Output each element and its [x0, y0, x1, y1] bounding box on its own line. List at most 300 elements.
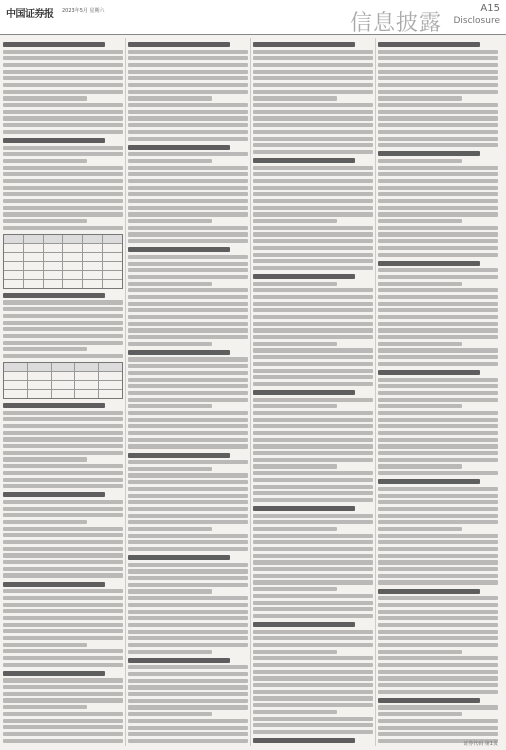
body-text-line: [378, 130, 498, 134]
table-row: [4, 372, 122, 381]
table-cell: [103, 235, 122, 243]
body-text-line: [128, 411, 248, 415]
body-text-line: [253, 451, 373, 455]
body-text-line: [253, 514, 373, 518]
body-text-line: [378, 179, 498, 183]
body-text-line: [378, 328, 498, 332]
body-text-line: [378, 431, 498, 435]
table-cell: [24, 262, 44, 270]
section-heading-line: [128, 42, 230, 47]
body-text-line: [3, 90, 123, 94]
body-text-line: [128, 603, 248, 607]
body-text-line: [3, 663, 123, 667]
body-text-line: [378, 239, 498, 243]
body-text-line: [253, 342, 337, 346]
body-text-line: [253, 382, 373, 386]
body-text-line: [253, 179, 373, 183]
body-text-line: [128, 275, 248, 279]
body-text-line: [3, 411, 123, 415]
body-text-line: [253, 567, 373, 571]
body-text-line: [128, 322, 248, 326]
article-column-4: [378, 38, 498, 746]
body-text-line: [128, 116, 248, 120]
article-column-1: [3, 38, 123, 746]
body-text-line: [128, 364, 248, 368]
body-text-line: [128, 726, 248, 730]
body-text-line: [378, 527, 462, 531]
table-cell: [99, 363, 122, 371]
table-row: [4, 363, 122, 372]
body-text-line: [378, 226, 498, 230]
body-text-line: [128, 712, 212, 716]
body-text-line: [3, 573, 123, 577]
section-heading-line: [128, 145, 230, 150]
body-text-line: [3, 527, 123, 531]
body-text-line: [378, 186, 498, 190]
body-text-line: [128, 308, 248, 312]
body-text-line: [378, 534, 498, 538]
data-table: [3, 362, 123, 399]
body-text-line: [128, 739, 248, 743]
body-text-line: [253, 253, 373, 257]
body-text-line: [378, 159, 462, 163]
body-text-line: [3, 589, 123, 593]
body-text-line: [3, 327, 123, 331]
body-text-line: [253, 70, 373, 74]
body-text-line: [253, 527, 337, 531]
body-text-line: [253, 63, 373, 67]
body-text-line: [128, 262, 248, 266]
body-text-line: [253, 123, 373, 127]
body-text-line: [378, 246, 498, 250]
body-text-line: [378, 663, 498, 667]
body-text-line: [378, 630, 498, 634]
body-text-line: [378, 206, 498, 210]
table-cell: [4, 381, 28, 389]
body-text-line: [3, 533, 123, 537]
body-text-line: [378, 342, 462, 346]
body-text-line: [253, 199, 373, 203]
body-text-line: [253, 103, 373, 107]
section-heading-line: [378, 261, 480, 266]
body-text-line: [3, 739, 123, 743]
body-text-line: [378, 166, 498, 170]
section-heading-line: [378, 698, 480, 703]
body-text-line: [128, 63, 248, 67]
body-text-line: [128, 357, 248, 361]
body-text-line: [253, 315, 373, 319]
body-text-line: [128, 679, 248, 683]
body-text-line: [378, 610, 498, 614]
section-heading-line: [3, 582, 105, 587]
body-text-line: [253, 498, 373, 502]
body-text-line: [378, 616, 498, 620]
table-cell: [28, 372, 52, 380]
body-text-line: [253, 192, 373, 196]
body-text-line: [128, 583, 248, 587]
table-cell: [24, 253, 44, 261]
body-text-line: [378, 726, 498, 730]
body-text-line: [253, 478, 373, 482]
body-text-line: [3, 507, 123, 511]
table-cell: [24, 280, 44, 288]
body-text-line: [128, 159, 212, 163]
body-text-line: [3, 206, 123, 210]
body-text-line: [3, 712, 123, 716]
data-table: [3, 234, 123, 289]
section-heading-line: [378, 370, 480, 375]
body-text-line: [253, 90, 373, 94]
body-text-line: [378, 378, 498, 382]
body-text-line: [378, 76, 498, 80]
body-text-line: [253, 534, 373, 538]
body-text-line: [3, 478, 123, 482]
body-text-line: [128, 83, 248, 87]
body-text-line: [378, 56, 498, 60]
body-text-line: [253, 83, 373, 87]
body-text-line: [3, 417, 123, 421]
body-text-line: [253, 607, 373, 611]
body-text-line: [253, 50, 373, 54]
body-text-line: [128, 494, 248, 498]
body-text-line: [253, 650, 337, 654]
body-text-line: [3, 719, 123, 723]
body-text-line: [253, 471, 373, 475]
body-text-line: [3, 685, 123, 689]
table-cell: [4, 271, 24, 279]
body-text-line: [128, 239, 248, 243]
body-text-line: [253, 239, 373, 243]
body-text-line: [128, 166, 248, 170]
body-text-line: [128, 589, 212, 593]
body-text-line: [378, 418, 498, 422]
body-text-line: [128, 480, 248, 484]
table-cell: [24, 244, 44, 252]
body-text-line: [3, 110, 123, 114]
body-text-line: [3, 334, 123, 338]
body-text-line: [128, 732, 248, 736]
body-text-line: [253, 587, 337, 591]
body-text-line: [3, 307, 123, 311]
body-text-line: [128, 50, 248, 54]
table-cell: [83, 235, 103, 243]
body-text-line: [253, 282, 337, 286]
body-text-line: [128, 212, 248, 216]
body-text-line: [253, 485, 373, 489]
body-text-line: [378, 116, 498, 120]
body-text-line: [378, 322, 498, 326]
body-text-line: [378, 705, 498, 709]
body-text-line: [253, 670, 373, 674]
body-text-line: [128, 424, 248, 428]
body-text-line: [3, 83, 123, 87]
table-row: [4, 235, 122, 244]
body-text-line: [128, 672, 248, 676]
table-cell: [4, 372, 28, 380]
body-text-line: [378, 212, 498, 216]
body-text-line: [3, 649, 123, 653]
body-text-line: [128, 473, 248, 477]
table-row: [4, 271, 122, 280]
section-heading-line: [253, 274, 355, 279]
table-cell: [52, 390, 76, 398]
body-text-line: [253, 328, 373, 332]
body-text-line: [378, 362, 498, 366]
table-cell: [44, 262, 64, 270]
body-text-line: [253, 458, 373, 462]
section-heading-line: [253, 42, 355, 47]
body-text-line: [378, 458, 498, 462]
table-cell: [52, 381, 76, 389]
body-text-line: [128, 186, 248, 190]
table-cell: [83, 271, 103, 279]
body-text-line: [3, 464, 123, 468]
body-text-line: [128, 342, 212, 346]
body-text-line: [378, 288, 498, 292]
body-text-line: [253, 166, 373, 170]
body-text-line: [253, 594, 373, 598]
column-divider: [250, 38, 251, 746]
body-text-line: [378, 83, 498, 87]
body-text-line: [128, 630, 248, 634]
table-cell: [44, 271, 64, 279]
body-text-line: [253, 186, 373, 190]
body-text-line: [378, 355, 498, 359]
section-title: 信息披露: [349, 11, 442, 36]
body-text-line: [253, 355, 373, 359]
body-text-line: [128, 623, 248, 627]
body-text-line: [128, 371, 248, 375]
body-text-line: [253, 723, 373, 727]
body-text-line: [128, 96, 212, 100]
table-cell: [28, 363, 52, 371]
table-cell: [75, 381, 99, 389]
body-text-line: [378, 547, 498, 551]
table-cell: [75, 390, 99, 398]
body-text-line: [3, 63, 123, 67]
table-cell: [28, 381, 52, 389]
body-text-line: [253, 547, 373, 551]
footer-note: 证券代码 第1页: [463, 741, 498, 747]
body-text-line: [128, 616, 248, 620]
body-text-line: [128, 685, 248, 689]
section-heading-line: [378, 589, 480, 594]
section-heading-line: [128, 658, 230, 663]
section-heading-line: [128, 247, 230, 252]
body-text-line: [3, 76, 123, 80]
body-text-line: [378, 335, 498, 339]
section-heading-line: [378, 479, 480, 484]
body-text-line: [378, 580, 498, 584]
body-text-line: [253, 411, 373, 415]
body-text-line: [253, 369, 373, 373]
body-text-line: [378, 219, 462, 223]
body-text-line: [378, 398, 498, 402]
body-text-line: [128, 70, 248, 74]
body-text-line: [378, 424, 498, 428]
table-cell: [4, 390, 28, 398]
section-heading-line: [3, 671, 105, 676]
body-text-line: [378, 404, 462, 408]
body-text-line: [128, 719, 248, 723]
body-text-line: [128, 398, 248, 402]
body-text-line: [3, 451, 123, 455]
body-text-line: [378, 143, 498, 147]
body-text-line: [253, 335, 373, 339]
body-text-line: [3, 609, 123, 613]
table-cell: [99, 381, 122, 389]
body-text-line: [253, 398, 373, 402]
body-text-line: [3, 732, 123, 736]
body-text-line: [378, 172, 498, 176]
body-text-line: [253, 643, 373, 647]
body-text-line: [128, 563, 248, 567]
table-cell: [83, 262, 103, 270]
body-text-line: [3, 725, 123, 729]
body-text-line: [128, 665, 248, 669]
body-text-line: [378, 232, 498, 236]
body-text-line: [253, 703, 373, 707]
body-text-line: [378, 70, 498, 74]
body-text-line: [128, 192, 248, 196]
table-cell: [103, 271, 122, 279]
body-text-line: [378, 574, 498, 578]
body-text-line: [378, 560, 498, 564]
body-text-line: [378, 603, 498, 607]
body-text-line: [128, 431, 248, 435]
newspaper-logo: 中国证券报: [6, 9, 54, 20]
body-text-line: [253, 288, 373, 292]
page-number: A15: [480, 3, 500, 14]
body-text-line: [378, 391, 498, 395]
table-cell: [103, 262, 122, 270]
table-cell: [103, 280, 122, 288]
body-text-line: [128, 219, 212, 223]
body-text-line: [253, 636, 373, 640]
body-text-line: [253, 232, 373, 236]
section-heading-line: [128, 350, 230, 355]
body-text-line: [128, 391, 248, 395]
body-text-line: [253, 116, 373, 120]
body-text-line: [378, 308, 498, 312]
body-text-line: [128, 328, 248, 332]
body-text-line: [3, 50, 123, 54]
body-text-line: [378, 520, 498, 524]
body-text-line: [378, 384, 498, 388]
table-cell: [103, 253, 122, 261]
body-text-line: [3, 457, 87, 461]
section-english: Disclosure: [453, 16, 500, 26]
body-text-line: [253, 375, 373, 379]
body-text-line: [3, 513, 123, 517]
body-text-line: [3, 199, 123, 203]
body-text-line: [128, 103, 248, 107]
body-text-line: [128, 547, 248, 551]
body-text-line: [378, 650, 462, 654]
body-text-line: [253, 540, 373, 544]
body-text-line: [253, 56, 373, 60]
body-text-line: [3, 431, 123, 435]
body-text-line: [3, 500, 123, 504]
body-text-line: [3, 444, 123, 448]
body-text-line: [3, 172, 123, 176]
body-text-line: [3, 471, 123, 475]
body-text-line: [253, 418, 373, 422]
body-text-line: [128, 692, 248, 696]
body-text-line: [253, 362, 373, 366]
body-text-line: [378, 683, 498, 687]
body-text-line: [128, 232, 248, 236]
body-text-line: [253, 663, 373, 667]
body-text-line: [3, 103, 123, 107]
body-text-line: [378, 137, 498, 141]
section-heading-line: [3, 42, 105, 47]
table-cell: [4, 235, 24, 243]
table-cell: [4, 244, 24, 252]
table-row: [4, 253, 122, 262]
body-text-line: [378, 315, 498, 319]
table-cell: [63, 235, 83, 243]
body-text-line: [3, 698, 123, 702]
body-text-line: [3, 212, 123, 216]
body-text-line: [128, 643, 248, 647]
body-text-line: [128, 514, 248, 518]
section-heading-line: [3, 293, 105, 298]
body-text-line: [3, 300, 123, 304]
section-heading-line: [128, 555, 230, 560]
table-cell: [4, 253, 24, 261]
body-text-line: [128, 650, 212, 654]
body-text-line: [128, 467, 212, 471]
body-text-line: [253, 464, 337, 468]
body-text-line: [128, 507, 248, 511]
body-text-line: [378, 500, 498, 504]
body-text-line: [3, 70, 123, 74]
body-text-line: [3, 314, 123, 318]
body-text-line: [3, 341, 123, 345]
body-text-line: [3, 547, 123, 551]
body-text-line: [128, 378, 248, 382]
body-text-line: [3, 603, 123, 607]
body-text-line: [3, 643, 87, 647]
issue-date: 2023年5月 星期六: [62, 8, 105, 14]
section-heading-line: [253, 738, 355, 743]
body-text-line: [378, 302, 498, 306]
body-text-line: [253, 710, 337, 714]
body-text-line: [128, 500, 248, 504]
body-text-line: [3, 484, 123, 488]
body-text-line: [378, 268, 498, 272]
body-text-line: [253, 143, 373, 147]
table-cell: [52, 363, 76, 371]
table-row: [4, 262, 122, 271]
body-text-line: [3, 56, 123, 60]
body-text-line: [3, 219, 87, 223]
body-text-line: [3, 623, 123, 627]
table-cell: [4, 363, 28, 371]
body-text-line: [253, 520, 373, 524]
table-row: [4, 244, 122, 253]
table-cell: [99, 372, 122, 380]
table-cell: [83, 244, 103, 252]
body-text-line: [128, 206, 248, 210]
body-text-line: [128, 438, 248, 442]
body-text-line: [378, 507, 498, 511]
body-text-line: [128, 226, 248, 230]
body-text-line: [3, 130, 123, 134]
body-text-line: [253, 130, 373, 134]
body-text-line: [378, 656, 498, 660]
